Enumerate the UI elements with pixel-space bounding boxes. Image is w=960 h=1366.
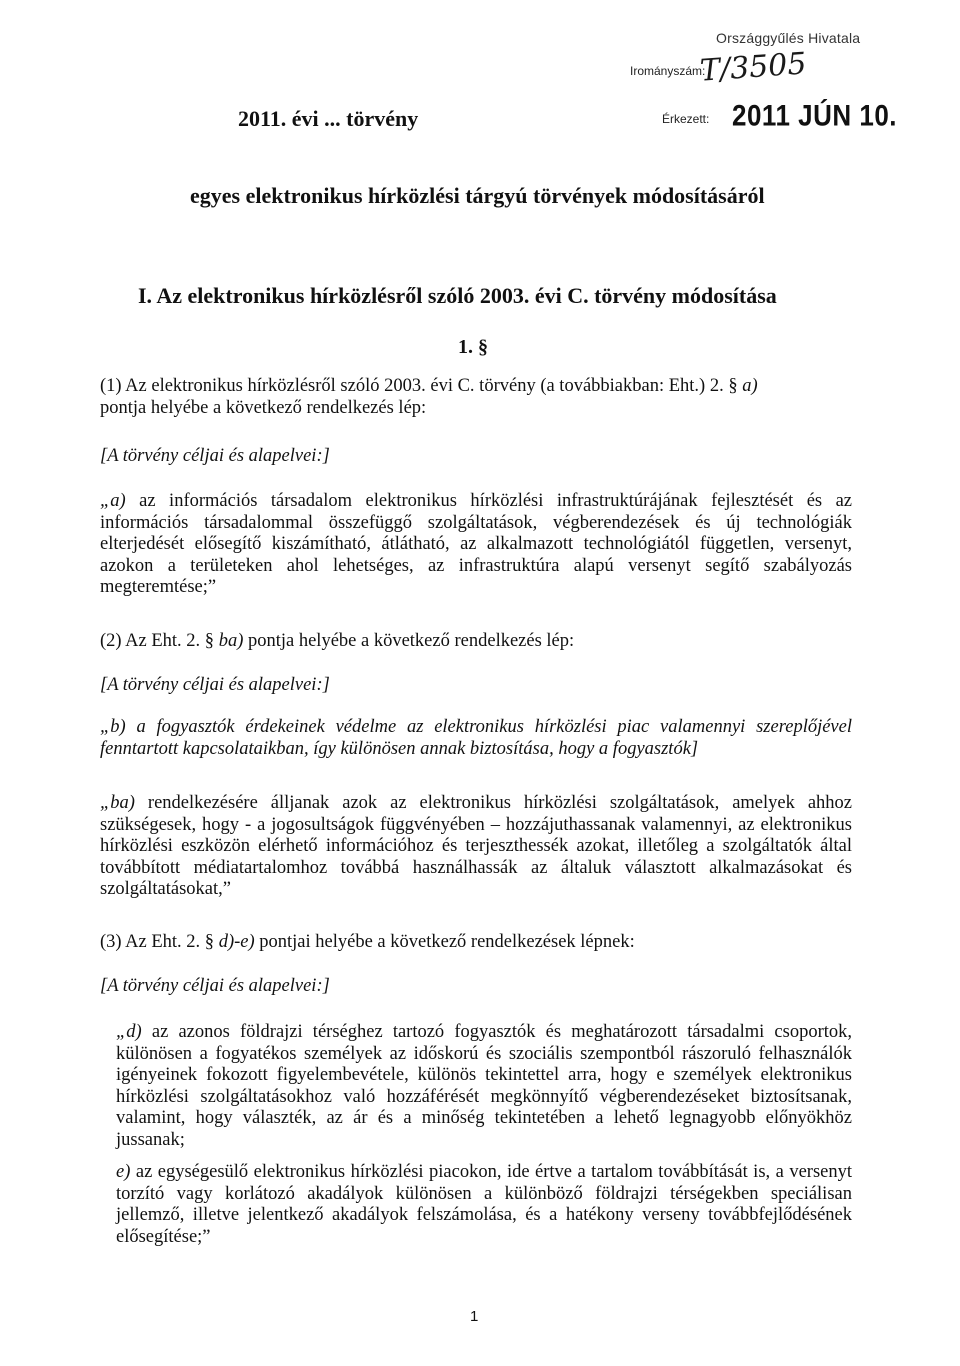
paragraph-1-point-ref: a) [742,376,758,396]
quote-2-text: rendelkezésére álljanak azok az elektronikus hírközlési szolgáltatások, amelyek ahhoz szükségesek, hogy - a jogosultságok függvényében – hozzájuthassanak valamennyi, az elektronikus hírközlési eszközön elérhető információhoz és terjeszthessék azokat, illetőleg a szolgáltatók által továbbított médiatartalomhoz továbbá használhassák az általuk választott alkalmazásokat és szolgáltatásokat,” [100,793,852,899]
paragraph-2-intro-text: (2) Az Eht. 2. § [100,631,215,651]
quote-3-label: „d) [116,1022,142,1042]
quote-1-label: „a) [100,491,126,511]
law-subtitle: egyes elektronikus hírközlési tárgyú törvények módosításáról [190,183,765,208]
quote-2-context: „b) a fogyasztók érdekeinek védelme az elektronikus hírközlési piac valamennyi szereplőjével fenntartott kapcsolataikban, így különösen annak biztosítása, hogy a fogyasztók] [100,717,852,759]
paragraph-1-intro-text: (1) Az elektronikus hírközlésről szóló 2003. évi C. törvény (a továbbiakban: Eht.) 2. § [100,376,738,396]
page-number: 1 [470,1308,479,1325]
context-heading-1: [A törvény céljai és alapelvei:] [100,446,330,466]
quote-3-text: az azonos földrajzi térséghez tartozó fogyasztók és meghatározott társadalmi csoportok, különösen a fogyatékos személyek az időskorú és szociális szempontból rászoruló felhasználók igényeinek fokozott figyelembevétele, különös tekintettel arra, hogy e személyek elektronikus hírközlési szolgáltatásokhoz való hozzáférését megkönnyítő végberendezéseket biztosítsanak, valamint, hogy választék, az ár és a minőség tekintetében a lehető legnagyobb előnyökhöz jussanak; [116,1022,853,1150]
quote-4-text: az egységesülő elektronikus hírközlési piacokon, ide értve a tartalom továbbítását is, a versenyt torzító vagy korlátozó akadályok különösen a különböző földrajzi térségekben speciálisan jellemző, illetve jelentkező akadályok felszámolása, és a hatékony verseny továbbfejlődésének elősegítése;” [116,1162,852,1247]
paragraph-1-intro [100,376,852,419]
quote-1 [100,491,852,599]
quote-3 [116,1022,852,1151]
paragraph-3-intro-text: (3) Az Eht. 2. § [100,932,215,952]
paragraph-2-point-ref: ba) [218,631,244,651]
quote-4 [116,1162,852,1248]
paragraph-2-intro-tail: pontja helyébe a következő rendelkezés lép: [247,631,575,651]
stamp-registration-number: T/3505 [698,46,808,89]
context-heading-2: [A törvény céljai és alapelvei:] [100,675,330,695]
stamp-arrival-date: 2011 JÚN 10. [732,97,898,133]
quote-1-text: az információs társadalom elektronikus hírközlési infrastruktúrájának fejlesztését és az információs társadalommal összefüggő szolgáltatások, végberendezések és új technológiák elterjedését elősegítő kiszámítható, átlátható, az alkalmazott technológiától független, versenyt, azokon a területeken ahol lehetséges, az infrastruktúra alapú versenyt segítő szabályozás megteremtése;” [100,491,853,597]
quote-4-label: e) [116,1162,131,1182]
stamp-office-name: Országgyűlés Hivatala [716,30,861,46]
stamp-registration-label: Irományszám: [630,64,706,78]
paragraph-mark: 1. § [458,336,488,358]
quote-2 [100,793,852,901]
paragraph-3-intro-tail: pontjai helyébe a következő rendelkezések lépnek: [259,932,635,952]
paragraph-1-intro-tail: pontja helyébe a következő rendelkezés lép: [100,397,427,418]
section-title: I. Az elektronikus hírközlésről szóló 2003. évi C. törvény módosítása [138,283,777,308]
law-title: 2011. évi ... törvény [238,106,419,131]
stamp-arrival-label: Érkezett: [662,112,710,126]
paragraph-3-point-ref: d)-e) [218,932,255,952]
paragraph-3-intro [100,932,852,954]
quote-2-label: „ba) [100,793,135,813]
paragraph-2-intro [100,631,852,653]
context-heading-3: [A törvény céljai és alapelvei:] [100,976,330,996]
